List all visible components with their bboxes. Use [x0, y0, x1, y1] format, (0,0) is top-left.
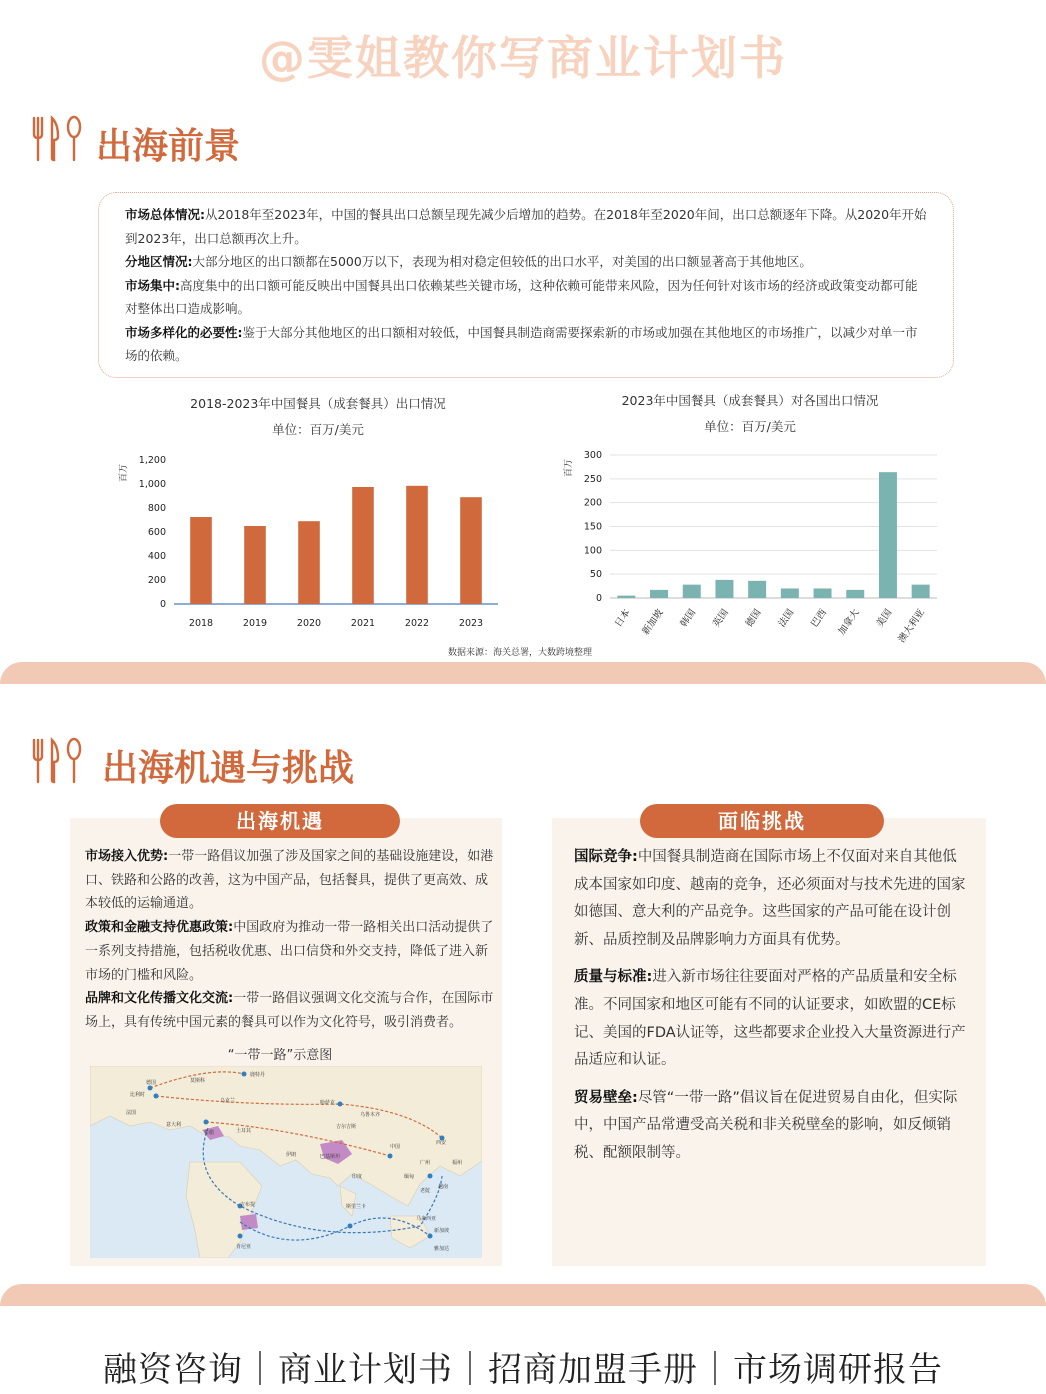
y-tick-label: 150 — [583, 521, 602, 533]
y-tick-label: 1,000 — [138, 479, 166, 490]
map-label: 比利时 — [130, 1092, 146, 1098]
bar-2021 — [352, 487, 374, 604]
x-tick-label: 德国 — [743, 607, 764, 630]
opportunity-market-access: 市场接入优势:一带一路倡议加强了涉及国家之间的基础设施建设，如港口、铁路和公路的改善，这为中国产品，包括餐具，提供了更高效、成本较低的运输通道。 — [85, 849, 494, 912]
watermark: @雯姐教你写商业计划书 — [259, 31, 787, 85]
x-tick-label: 2023 — [458, 618, 484, 629]
y-tick-label: 1,200 — [138, 455, 166, 466]
x-tick-label: 新加坡 — [640, 607, 666, 638]
map-label: 吉布提 — [240, 1202, 256, 1208]
bar-2018 — [190, 517, 212, 604]
challenge-quality: 质量与标准:进入新市场往往要面对严格的产品质量和安全标准。不同国家和地区可能有不同的认证要求，如欧盟的CE标记、美国的FDA认证等，这些都要求企业投入大量资源进行产品适应和认证。 — [574, 969, 966, 1069]
x-tick-label: 日本 — [612, 607, 633, 630]
map-label: 广州 — [420, 1160, 431, 1166]
chart1-title: 2018-2023年中国餐具（成套餐具）出口情况 — [190, 396, 446, 411]
map-label: 乌克兰 — [220, 1098, 236, 1104]
x-tick-label: 加拿大 — [836, 607, 862, 638]
y-tick-label: 0 — [595, 593, 602, 604]
bar-日本 — [617, 596, 635, 598]
bar-巴西 — [814, 588, 832, 598]
x-tick-label: 2020 — [296, 618, 322, 629]
y-tick-label: 200 — [147, 575, 166, 586]
bar-2022 — [406, 486, 428, 604]
map-label: 法国 — [126, 1110, 137, 1116]
x-tick-label: 2021 — [350, 618, 376, 629]
y-axis-label: 百万 — [119, 463, 129, 483]
x-tick-label: 2019 — [242, 618, 268, 629]
y-tick-label: 50 — [589, 569, 602, 581]
summary-regional: 分地区情况:大部分地区的出口额都在5000万以下，表现为相对稳定但较低的出口水平，对美国的出口额显著高于其他地区。 — [125, 254, 812, 269]
map-label: 意大利 — [166, 1122, 182, 1128]
x-tick-label: 美国 — [874, 607, 895, 630]
data-source-note: 数据来源：海关总署，大数跨境整理 — [447, 648, 592, 658]
map-label: 新加坡 — [434, 1228, 450, 1234]
map-label: 德国 — [146, 1080, 157, 1086]
map-label: 雅加达 — [434, 1246, 450, 1252]
map-label: 西安 — [436, 1140, 447, 1146]
map-title: “一带一路”示意图 — [227, 1048, 333, 1063]
y-tick-label: 300 — [583, 450, 602, 461]
section-title-opportunities-challenges: 出海机遇与挑战 — [102, 748, 355, 789]
chart2-subtitle: 单位：百万/美元 — [704, 419, 796, 434]
y-tick-label: 800 — [147, 503, 166, 514]
chart-export-by-country — [555, 440, 955, 655]
y-tick-label: 400 — [147, 551, 166, 562]
bar-韩国 — [683, 585, 701, 598]
bar-2023 — [460, 497, 482, 604]
challenge-text — [574, 844, 966, 1168]
map-label: 巴基斯坦 — [320, 1154, 341, 1160]
bar-2020 — [298, 521, 320, 604]
x-tick-label: 韩国 — [678, 607, 699, 630]
map-label: 印度 — [352, 1174, 363, 1180]
y-tick-label: 100 — [583, 545, 602, 557]
map-label: 缅甸 — [404, 1174, 415, 1180]
map-label: 莫斯科 — [190, 1078, 206, 1084]
y-tick-label: 0 — [159, 599, 166, 610]
map-label: 肯尼亚 — [236, 1244, 252, 1250]
x-tick-label: 巴西 — [809, 607, 830, 630]
bar-澳大利亚 — [912, 585, 930, 598]
y-axis-label: 百万 — [564, 458, 574, 478]
map-label: 乌鲁木齐 — [360, 1112, 381, 1118]
footer-services: 融资咨询｜商业计划书｜招商加盟手册｜市场调研报告 — [103, 1350, 943, 1390]
map-label: 吉尔吉斯 — [336, 1124, 357, 1130]
map-label: 土耳其 — [236, 1128, 252, 1134]
x-tick-label: 2018 — [188, 618, 214, 629]
map-label: 哈萨克 — [320, 1100, 336, 1106]
bar-美国 — [879, 472, 897, 598]
cutlery-icon — [30, 736, 82, 786]
bar-英国 — [715, 580, 733, 598]
challenge-trade-barriers: 贸易壁垒:尽管“一带一路”倡议旨在促进贸易自由化，但实际中，中国产品常遭受高关税和非关税壁垒的影响，如反倾销税、配额限制等。 — [574, 1089, 958, 1161]
map-label: 伊朗 — [286, 1152, 297, 1158]
map-label: 斯里兰卡 — [346, 1204, 367, 1210]
footer-divider — [0, 1284, 1046, 1306]
map-label: 马来西亚 — [416, 1216, 437, 1222]
challenge-pill: 面临挑战 — [640, 804, 884, 838]
map-label: 希腊 — [204, 1130, 215, 1136]
map-label: 老挝 — [420, 1188, 431, 1194]
y-tick-label: 600 — [147, 527, 166, 538]
x-tick-label: 法国 — [776, 607, 797, 630]
map-label: 鹿特丹 — [250, 1072, 266, 1078]
opportunity-brand-culture: 品牌和文化传播文化交流:一带一路倡议强调文化交流与合作，在国际市场上，具有传统中国元素的餐具可以作为文化符号，吸引消费者。 — [85, 991, 494, 1030]
x-tick-label: 2022 — [404, 618, 430, 629]
y-tick-label: 250 — [583, 473, 602, 485]
summary-concentration: 市场集中:高度集中的出口额可能反映出中国餐具出口依赖某些关键市场，这种依赖可能带来风险，因为任何针对该市场的经济或政策变动都可能对整体出口造成影响。 — [125, 277, 918, 316]
challenge-competition: 国际竞争:中国餐具制造商在国际市场上不仅面对来自其他低成本国家如印度、越南的竞争，还必须面对与技术先进的国家如德国、意大利的产品竞争。这些国家的产品可能在设计创新、品质控制及品牌影响力方面具有优势。 — [574, 849, 966, 948]
x-tick-label: 英国 — [710, 607, 731, 630]
opportunity-pill: 出海机遇 — [160, 804, 400, 838]
market-summary-box — [98, 192, 954, 378]
cutlery-icon — [30, 114, 82, 164]
chart-export-by-year — [110, 445, 510, 635]
bar-加拿大 — [846, 590, 864, 598]
section-divider — [0, 662, 1046, 684]
bar-新加坡 — [650, 590, 668, 598]
y-tick-label: 200 — [583, 497, 602, 509]
map-label: 中国 — [390, 1144, 401, 1150]
bar-2019 — [244, 526, 266, 604]
opportunity-policy: 政策和金融支持优惠政策:中国政府为推动一带一路相关出口活动提供了一系列支持措施，包括税收优惠、出口信贷和外交支持，降低了进入新市场的门槛和风险。 — [85, 920, 494, 983]
summary-diversification: 市场多样化的必要性:鉴于大部分其他地区的出口额相对较低，中国餐具制造商需要探索新的市场或加强在其他地区的市场推广，以减少对单一市场的依赖。 — [125, 324, 918, 363]
section-title-prospects: 出海前景 — [96, 126, 241, 167]
bar-法国 — [781, 588, 799, 598]
chart2-title: 2023年中国餐具（成套餐具）对各国出口情况 — [621, 393, 879, 408]
bar-德国 — [748, 581, 766, 598]
opportunity-text — [85, 845, 499, 1035]
belt-road-map — [90, 1066, 482, 1258]
chart1-subtitle: 单位：百万/美元 — [272, 422, 364, 437]
map-label: 越南 — [438, 1184, 449, 1190]
summary-overall: 市场总体情况:从2018年至2023年，中国的餐具出口总额呈现先减少后增加的趋势。在2018年至2020年间，出口总额逐年下降。从2020年开始到2023年，出口总额再次上升。 — [125, 207, 927, 246]
map-label: 福州 — [452, 1160, 463, 1166]
x-tick-label: 澳大利亚 — [896, 607, 928, 645]
